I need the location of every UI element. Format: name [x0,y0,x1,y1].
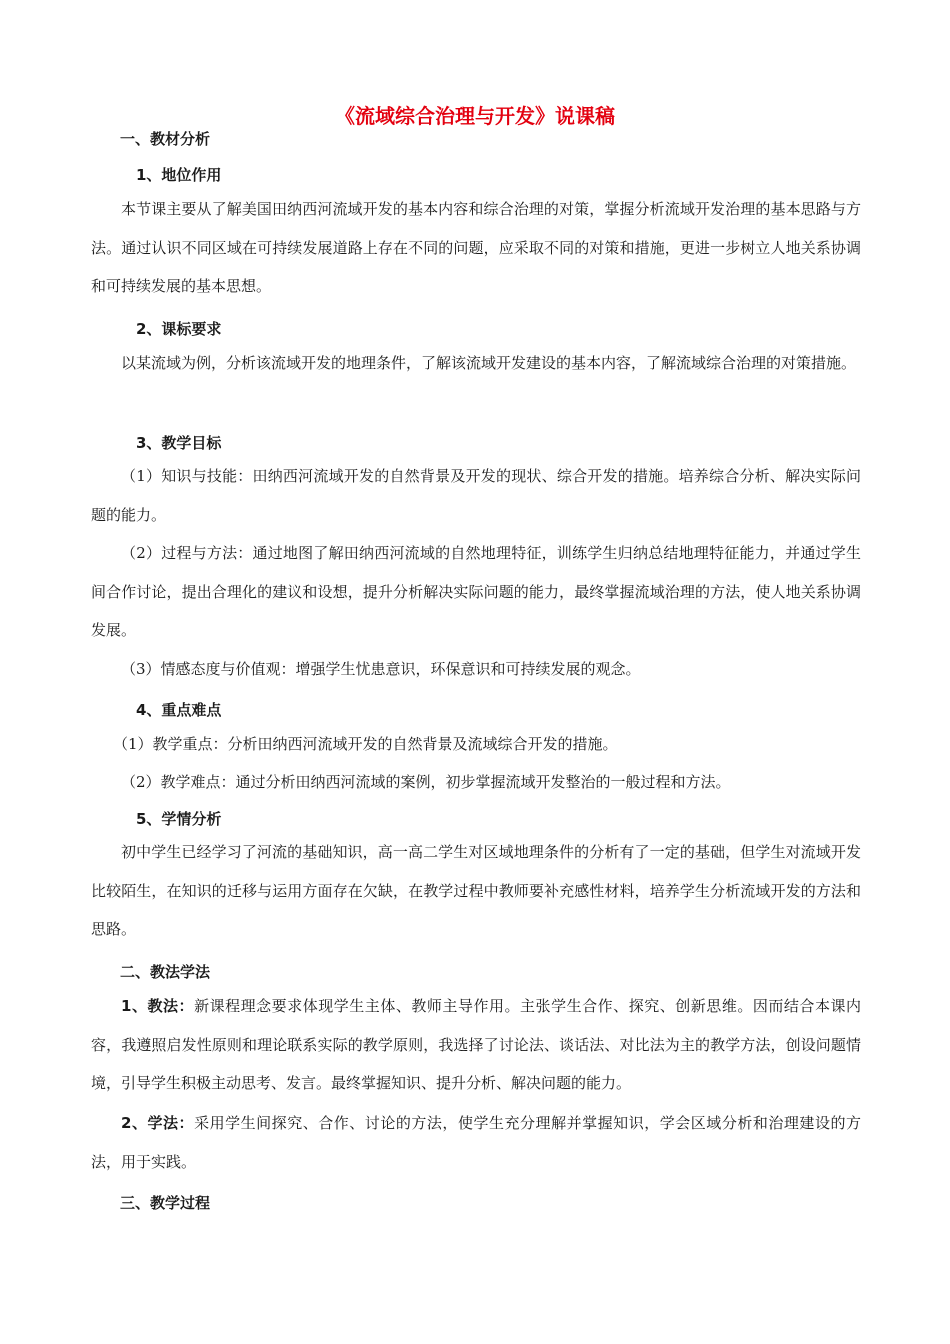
paragraph-1-4-1: （1）教学重点：分析田纳西河流域开发的自然背景及流域综合开发的措施。 [113,735,618,753]
paragraph-1-1: 本节课主要从了解美国田纳西河流域开发的基本内容和综合治理的对策，掌握分析流域开发治理的基本思路与方法。通过认识不同区域在可持续发展道路上存在不同的问题，应采取不同的对策和措施，更进一步树立人地关系协调和可持续发展的基本思想。 [91,200,861,295]
paragraph-1-3-3: （3）情感态度与价值观：增强学生忧患意识，环保意识和可持续发展的观念。 [121,660,641,678]
section-heading-2: 二、教法学法 [120,963,211,981]
paragraph-2-1-text: 新课程理念要求体现学生主体、教师主导作用。主张学生合作、探究、创新思维。因而结合本课内容，我遵照启发性原则和理论联系实际的教学原则，我选择了讨论法、谈话法、对比法为主的教学方法，创设问题情境，引导学生积极主动思考、发言。最终掌握知识、提升分析、解决问题的能力。 [91,997,862,1092]
paragraph-2-1 [91,987,861,1103]
section-heading-1: 一、教材分析 [120,130,211,148]
paragraph-1-5: 初中学生已经学习了河流的基础知识，高一高二学生对区域地理条件的分析有了一定的基础，但学生对流域开发比较陌生，在知识的迁移与运用方面存在欠缺，在教学过程中教师要补充感性材料，培养学生分析流域开发的方法和思路。 [91,843,861,938]
paragraph-1-3-2: （2）过程与方法：通过地图了解田纳西河流域的自然地理特征，训练学生归纳总结地理特征能力，并通过学生间合作讨论，提出合理化的建议和设想，提升分析解决实际问题的能力，最终掌握流域治理的方法，使人地关系协调发展。 [91,544,861,639]
paragraph-2-2-lead: 2、学法： [121,1114,195,1132]
subheading-1-5: 5、学情分析 [136,810,222,828]
subheading-1-1: 1、地位作用 [136,166,222,184]
subheading-1-3: 3、教学目标 [136,434,222,452]
paragraph-1-4-2: （2）教学难点：通过分析田纳西河流域的案例，初步掌握流域开发整治的一般过程和方法。 [121,773,731,791]
document-title: 《流域综合治理与开发》说课稿 [335,104,615,128]
subheading-1-4: 4、重点难点 [136,701,222,719]
paragraph-2-2 [91,1104,861,1181]
paragraph-1-3-1: （1）知识与技能：田纳西河流域开发的自然背景及开发的现状、综合开发的措施。培养综合分析、解决实际问题的能力。 [91,467,861,524]
paragraph-1-2: 以某流域为例，分析该流域开发的地理条件，了解该流域开发建设的基本内容，了解流域综合治理的对策措施。 [121,354,857,372]
paragraph-2-2-text: 采用学生间探究、合作、讨论的方法，使学生充分理解并掌握知识，学会区域分析和治理建设的方法，用于实践。 [91,1114,862,1171]
paragraph-2-1-lead: 1、教法： [121,997,195,1015]
section-heading-3: 三、教学过程 [120,1194,211,1212]
subheading-1-2: 2、课标要求 [136,320,222,338]
